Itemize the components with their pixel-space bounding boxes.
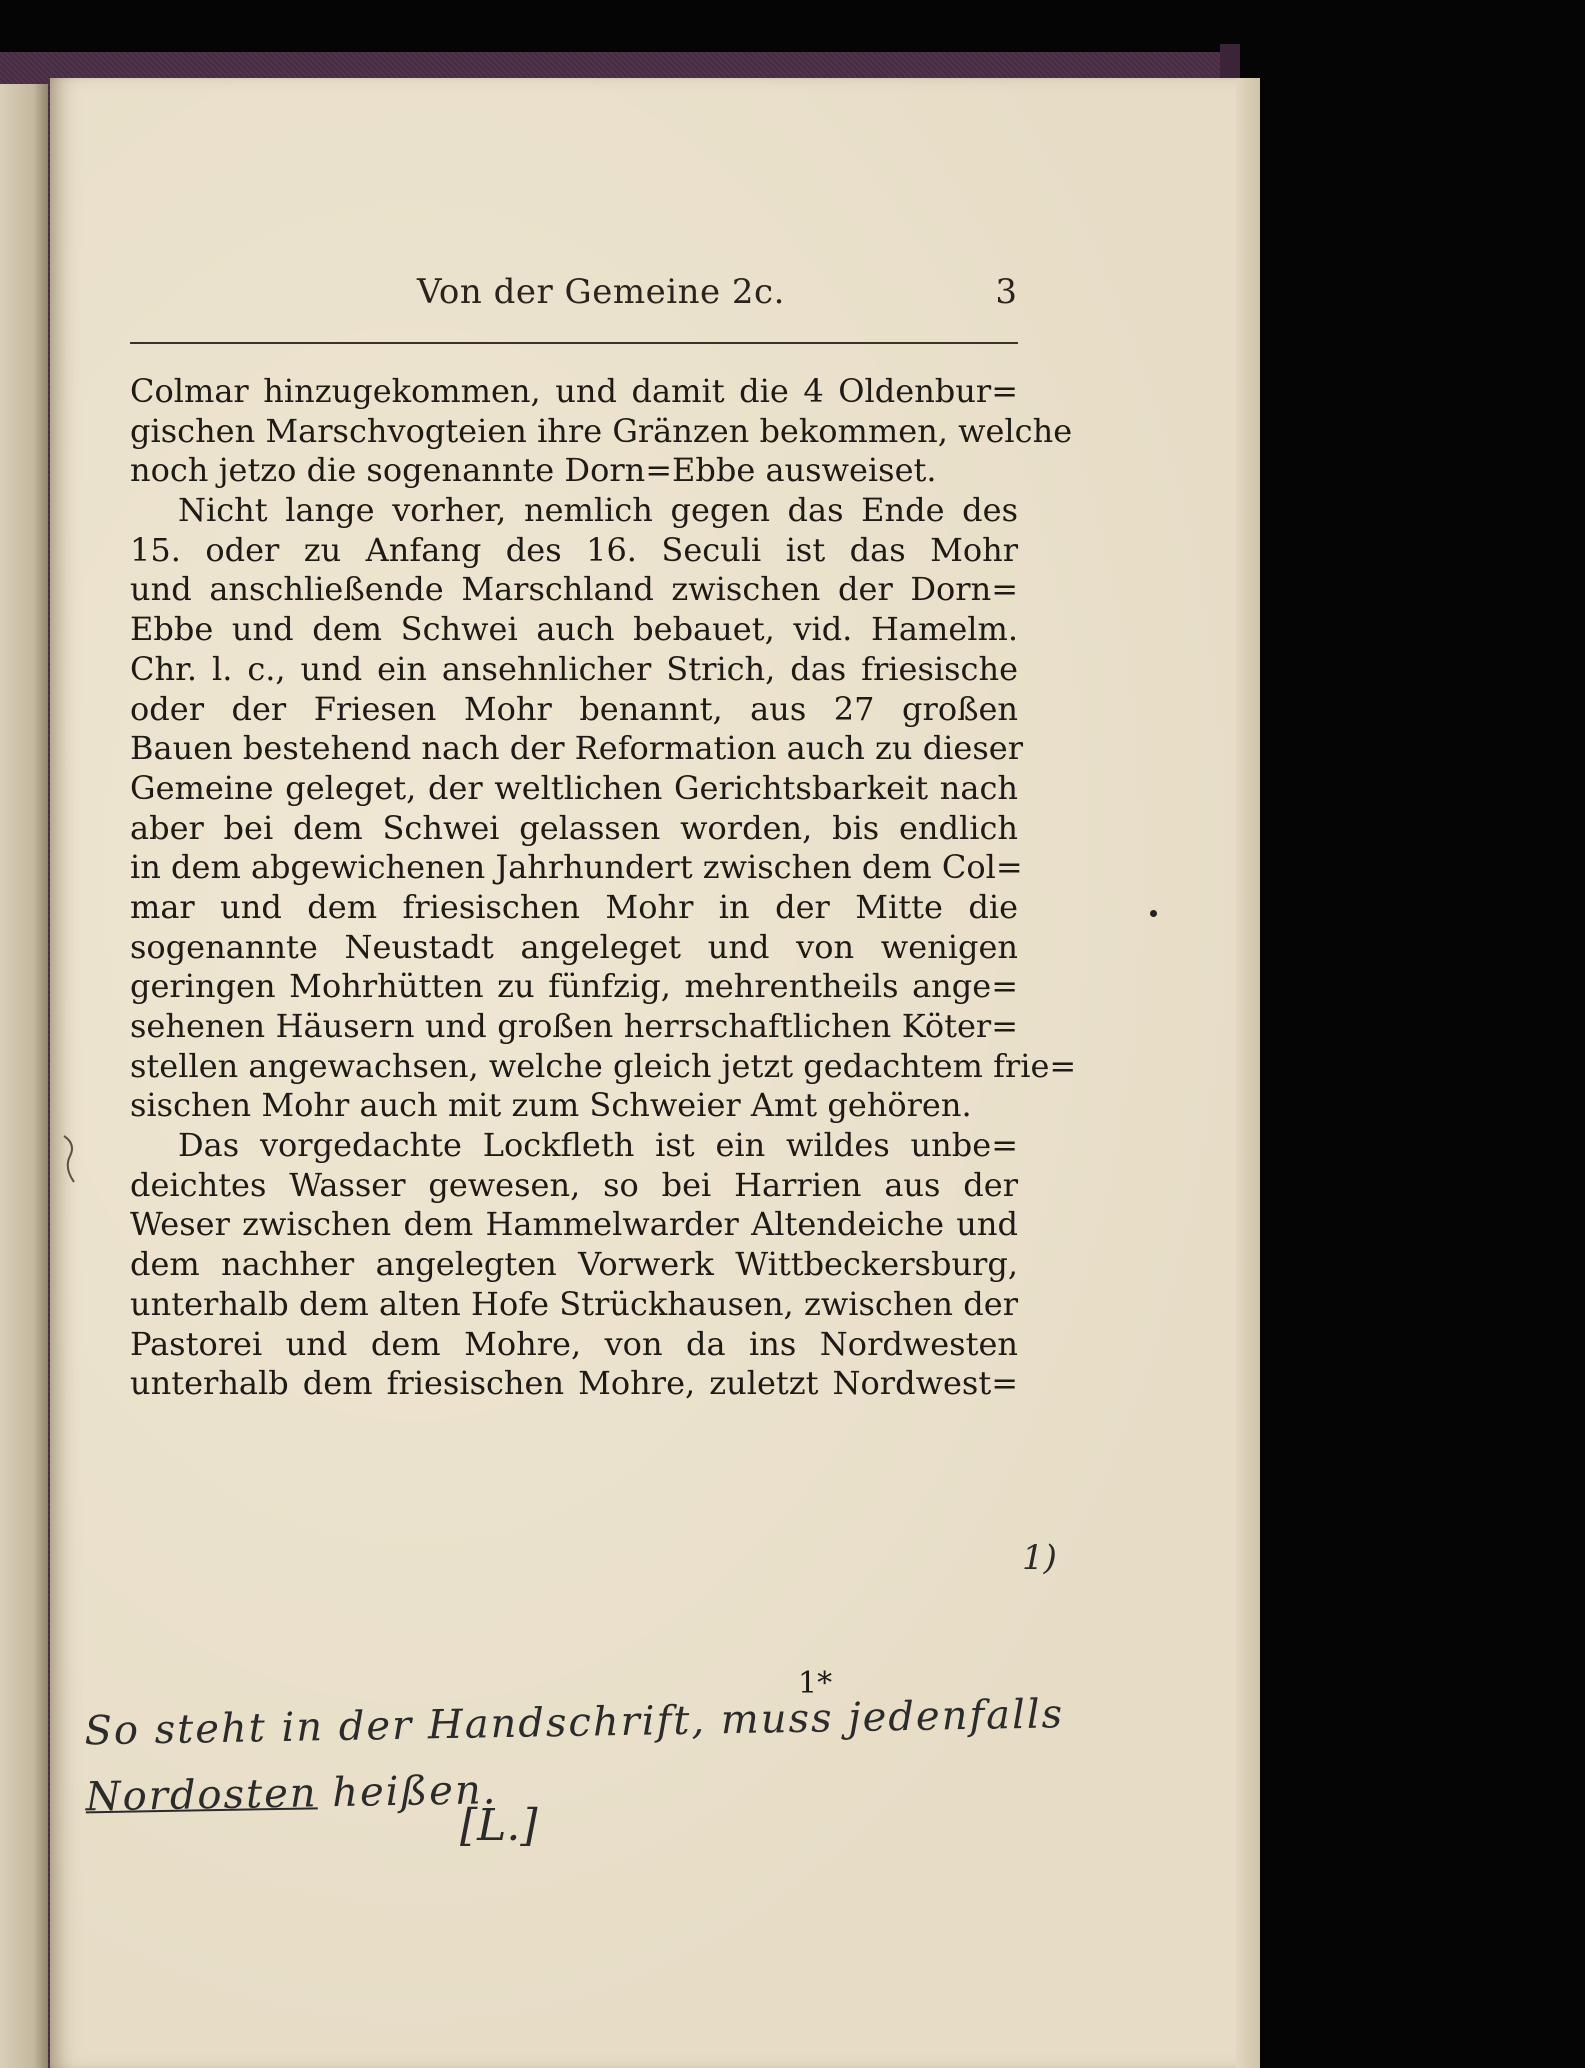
text-line: Chr. l. c., und ein ansehnlicher Strich, das friesische [130,649,1018,688]
handwritten-note [84,1682,1065,1831]
text-line: stellen angewachsen, welche gleich jetzt gedachtem frie= [130,1046,1077,1085]
text-line: Bauen bestehend nach der Reformation auch zu dieser [130,729,1023,768]
text-line: sogenannte Neustadt angeleget und von wenigen [130,927,1018,966]
text-line: Pastorei und dem Mohre, von da ins Nordwesten [130,1324,1018,1363]
running-header [127,272,1017,322]
handwritten-line: So steht in der Handschrift, muss jedenfalls [84,1691,1065,1755]
text-line: und anschließende Marschland zwischen der Dorn= [130,570,1018,609]
text-line: Weser zwischen dem Hammelwarder Altendeiche und [130,1205,1018,1244]
text-line: Colmar hinzugekommen, und damit die 4 Oldenbur= [130,372,1018,410]
text-line: dem nachher angelegten Vorwerk Wittbeckersburg, [130,1245,1018,1284]
text-line: mar und dem friesischen Mohr in der Mitte die [130,887,1018,926]
text-line: gischen Marschvogteien ihre Gränzen bekommen, welche [130,411,1073,450]
text-line: oder der Friesen Mohr benannt, aus 27 großen [130,689,1018,728]
header-rule [130,342,1018,344]
text-line: 15. oder zu Anfang des 16. Seculi ist das Mohr [130,530,1018,569]
text-line: unterhalb dem friesischen Mohre, zuletzt Nordwest= [130,1364,1018,1403]
handwritten-signature: [L.] [460,1800,538,1851]
text-line: sehenen Häusern und großen herrschaftlichen Köter= [130,1007,1018,1045]
text-line: Das vorgedachte Lockfleth ist ein wildes unbe= [178,1126,1018,1165]
text-line: in dem abgewichenen Jahrhundert zwischen dem Col= [130,848,1023,887]
handwritten-underlined-word: Nordosten [85,1770,318,1821]
text-line: aber bei dem Schwei gelassen worden, bis endlich [130,808,1018,847]
text-line: deichtes Wasser gewesen, so bei Harrien aus der [130,1165,1018,1204]
text-line: Gemeine geleget, der weltlichen Gerichtsbarkeit nach [130,768,1018,807]
handwritten-word: heißen. [331,1767,498,1817]
text-line: sischen Mohr auch mit zum Schweier Amt gehören. [130,1086,972,1125]
facing-page-edge [0,84,48,2068]
text-line: unterhalb dem alten Hofe Strückhausen, zwischen der [130,1284,1018,1323]
pencil-mark-icon [60,1130,82,1190]
body-text [130,372,1077,1404]
text-line: Nicht lange vorher, nemlich gegen das Ende des [178,491,1018,530]
signature-mark: 1* [798,1666,833,1701]
page-number: 3 [995,272,1017,312]
text-line: geringen Mohrhütten zu fünfzig, mehrentheils ange= [130,967,1018,1006]
ink-dot [1150,910,1157,917]
text-line: noch jetzo die sogenannte Dorn=Ebbe ausweiset. [130,451,937,490]
page-fore-edge [1236,78,1260,2068]
margin-note: 1) [1022,1538,1057,1578]
text-line: Ebbe und dem Schwei auch bebauet, vid. Hamelm. [130,610,1018,649]
running-title: Von der Gemeine 2c. [417,272,785,312]
